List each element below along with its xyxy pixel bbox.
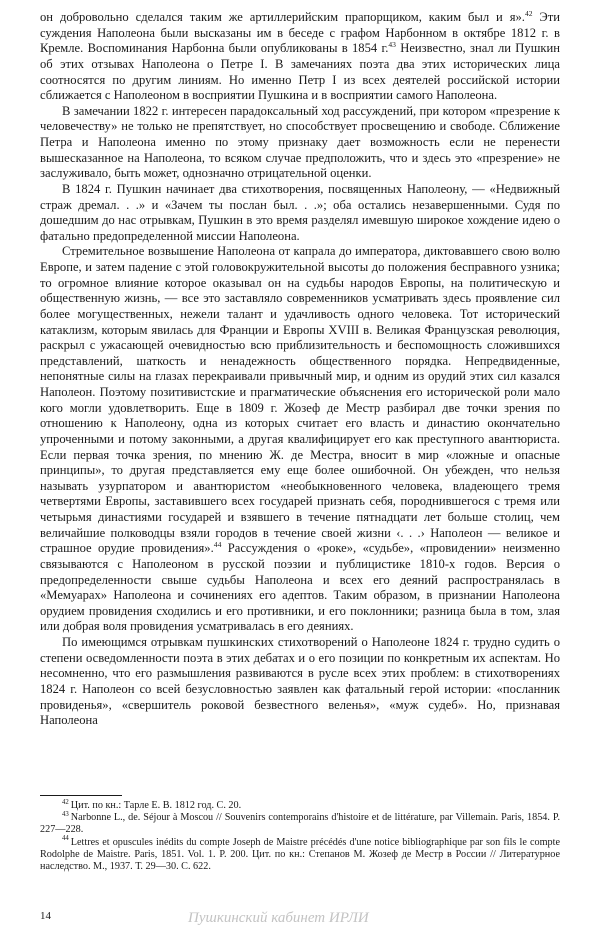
- footnote-text: Lettres et opuscules inédits du compte Joseph de Maistre précédés d'une notice bibliographique par son fils le compte Rodolphe de Maistre. Paris, 1851. Vol. 1. P. 200. Цит. по кн.: Степанов М. Жозеф де Местр в России // Литературное наследство. М., 1937. Т. 29—30. С. 622.: [40, 836, 560, 873]
- paragraph-text: он добровольно сделался таким же артиллерийским прапорщиком, каким был и я».: [40, 10, 525, 24]
- paragraph-3: В 1824 г. Пушкин начинает два стихотворения, посвященных Наполеону, — «Недвижный страж дремал. . .» и «Зачем ты послан был. . .»; оба остались незавершенными. Судя по дошедшим до нас отрывкам, Пушкин в это время разделял имевшую широкое хождение идею о фатально предопределенной миссии Наполеона.: [40, 181, 560, 243]
- footnote-number: 44: [62, 835, 69, 843]
- footnote-number: 42: [62, 798, 69, 806]
- footnote-ref-42: 42: [524, 8, 533, 18]
- paragraph-2: В замечании 1822 г. интересен парадоксальный ход рассуждений, при котором «презрение к человечеству» не только не препятствует, но способствует просвещению и свободе. Сближение Петра и Наполеона именно по этому признаку дает возможность если не перенести вышесказанное на Наполеона, то всяком случае предположить, что и здесь это «презрение» не заслуживало, быть может, однозначно отрицательной оценки.: [40, 103, 560, 181]
- paragraph-5: По имеющимся отрывкам пушкинских стихотворений о Наполеоне 1824 г. трудно судить о степени осведомленности поэта в этих дебатах и о его позиции по конкретным их аспектам. Но несомненно, что его размышления развиваются в русле всех этих проблем: в стихотворениях 1824 г. Наполеон со всей безусловностью заявлен как фатальный герой истории: «посланник провиденья», «свершитель роковой безвестного веленья», «муж судеб». Но, признавая Наполеона: [40, 635, 560, 728]
- paragraph-text: Рассуждения о «роке», «судьбе», «провидении» неизменно связываются с Наполеоном в русской поэзии и публицистике 1810-х годов. Версия о предопределенности свыше судьбы Наполеона и всех его деяний распространялась в «Мемуарах» Наполеона и сочинениях его адептов. Таким образом, в признании Наполеона орудием провидения сходились и его противники, и его поклонники; разница была в том, злая или добрая воля провидения усматривалась в его деяниях.: [40, 541, 561, 634]
- watermark: Пушкинский кабинет ИРЛИ: [188, 910, 369, 926]
- paragraph-1: [40, 10, 560, 104]
- footnote-divider: [40, 795, 122, 796]
- footnote-ref-43: 43: [388, 40, 396, 50]
- footnote-text: Цит. по кн.: Тарле Е. В. 1812 год. С. 20.: [70, 800, 242, 811]
- footnote-ref-44: 44: [213, 540, 222, 550]
- footnote-text: Narbonne L., de. Séjour à Moscou // Souvenirs contemporains d'histoire et de littérature, par Villemain. Paris, 1854. P. 227—228.: [40, 812, 560, 836]
- main-text: [40, 10, 560, 729]
- paragraph-text: Эти суждения Наполеона были высказаны им в беседе с графом Нарбонном в октябре 1812 г. в Кремле. Воспоминания Нарбонна были опубликованы в 1854 г.: [40, 10, 560, 56]
- footnotes: [40, 800, 560, 873]
- footnote-44: [40, 837, 560, 874]
- footnote-42: [40, 800, 560, 812]
- page-number: 14: [40, 910, 51, 922]
- paragraph-text: Стремительное возвышение Наполеона от капрала до императора, диктовавшего свою волю Европе, и затем падение с этой головокружительной высоты до положения бесправного узника; то огромное влияние которое оказывал он на судьбы народов Европы, на политическую и общественную жизнь, — все это заставляло современников усматривать здесь проявление сил более могущественных, нежели талант и удачливость одного человека. Тот исторический катаклизм, которым явилась для Франции и Европы XVIII в. Великая Французская революция, раскрыл с ужасающей очевидностью всю приблизительность и беспомощность сложившихся представлений, шаткость и ненадежность общественного порядка. Непредвиденные, непонятные силы на глазах перекраивали привычный мир, и одним из орудий этих сил казался Наполеон. Поэтому позитивистские и прагматические объяснения его исторической роли мало кого могли удовлетворить. Еще в 1809 г. Жозеф де Местр разбирал две точки зрения по отношению к Наполеону, одна из которых считает его власть и династию окончательно упроченными и потому законными, а другая квалифицирует его как преступного авантюриста. Если первая точка зрения, по мнению Ж. де Местра, вносит в мир «ложные и опасные принципы», то другая представляется ему еще более ошибочной. Он убежден, что нельзя называть узурпатором и авантюристом «необыкновенного человека, владеющего тремя четвертями Европы, заставившего всех государей признать себя, породнившегося с тремя или четырьмя династиями государей и взявшего в течение пятнадцати лет больше столиц, чем величайшие полководцы взяли городов в течение своей жизни ‹. . .› Наполеон — великое и страшное орудие провидения».: [40, 244, 560, 556]
- paragraph-4: [40, 244, 560, 635]
- paragraph-text: Неизвестно, знал ли Пушкин об этих отзывах Наполеона о Петре I. В замечаниях поэта два этих исторических лица соотносятся по другим линиям. Но именно Петр I из всех деятелей российской истории сближается с Наполеоном в восприятии Пушкина и в восприятии самого Наполеона.: [40, 41, 560, 103]
- footnote-43: [40, 812, 560, 836]
- footnote-number: 43: [62, 810, 69, 818]
